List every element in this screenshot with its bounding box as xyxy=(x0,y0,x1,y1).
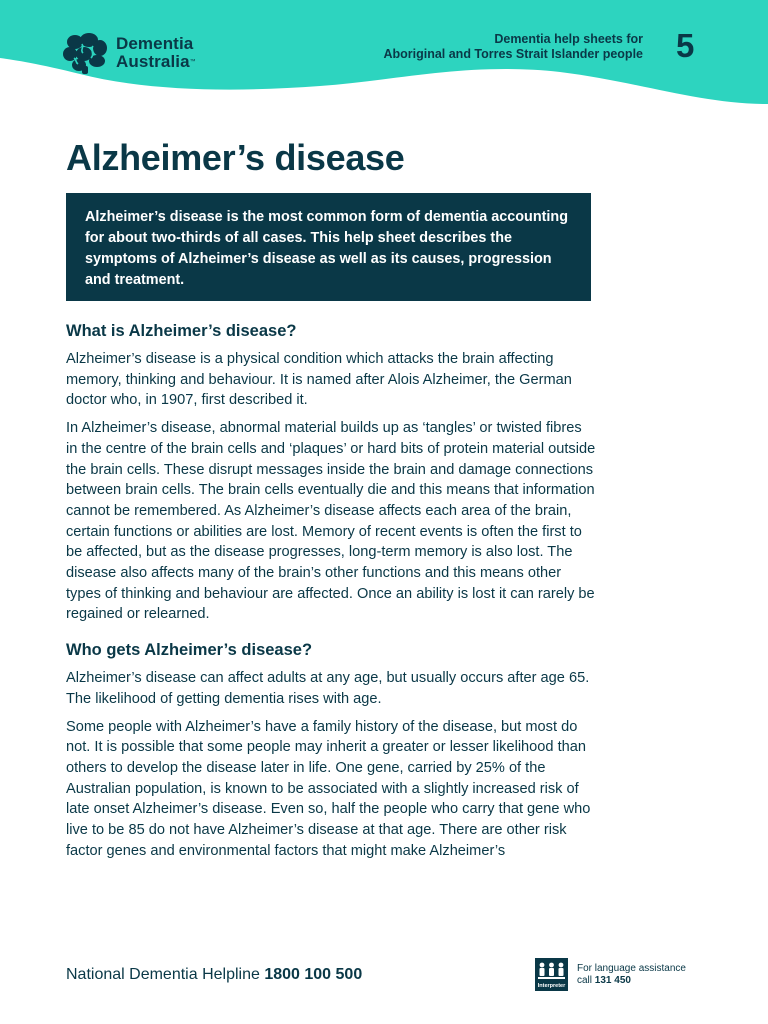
paragraph: In Alzheimer’s disease, abnormal material builds up as ‘tangles’ or twisted fibres in the centre of the brain cells and ‘plaques’ or hard bits of protein material outside the brain cells. These disrupt messages inside the brain and damage connections between brain cells. The brain cells eventually die and this means that information cannot be remembered. As Alzheimer’s disease affects each area of the brain, certain functions or abilities are lost. Memory of recent events is often the first to be affected, but as the disease progresses, long-term memory is also lost. The disease also affects many of the brain’s other functions and this means other types of thinking and behaviour are affected. Once an ability is lost it can rarely be regained or relearned. xyxy=(66,420,596,623)
interpreter-icon xyxy=(535,958,568,991)
language-assistance-line-2 xyxy=(577,975,686,987)
main-content xyxy=(66,319,596,868)
trademark-symbol: ™ xyxy=(189,59,196,65)
helpline-number[interactable]: 1800 100 500 xyxy=(264,966,363,983)
language-assistance-line-1: For language assistance xyxy=(577,963,686,974)
logo-line-2-text: Australia xyxy=(116,52,190,71)
sheet-number: 5 xyxy=(676,27,695,64)
logo-line-1: Dementia xyxy=(116,34,194,53)
paragraph: Alzheimer’s disease can affect adults at any age, but usually occurs after age 65. The likelihood of getting dementia rises with age. xyxy=(66,670,590,707)
section-heading-what-is: What is Alzheimer’s disease? xyxy=(66,322,297,340)
series-title-line-1: Dementia help sheets for xyxy=(494,32,643,46)
paragraph: Alzheimer’s disease is a physical condition which attacks the brain affecting memory, thinking and behaviour. It is named after Alois Alzheimer, the German doctor who, in 1907, first described it. xyxy=(66,351,572,409)
logo-line-2 xyxy=(116,53,196,71)
call-label: call xyxy=(577,975,593,986)
interpreter-icon-label: Interpreter xyxy=(537,983,566,989)
language-assistance-number[interactable]: 131 450 xyxy=(594,975,631,986)
helpline xyxy=(66,965,362,985)
page-title: Alzheimer’s disease xyxy=(66,137,405,178)
language-assistance xyxy=(577,963,686,987)
series-title-line-2: Aboriginal and Torres Strait Islander people xyxy=(383,47,643,61)
brain-logo-icon xyxy=(62,32,108,74)
section-heading-who-gets: Who gets Alzheimer’s disease? xyxy=(66,641,313,660)
intro-summary-box: Alzheimer’s disease is the most common form of dementia accounting for about two-thirds of all cases. This help sheet describes the symptoms of Alzheimer’s disease as well as its causes, progression and treatment. xyxy=(66,193,591,301)
helpline-label: National Dementia Helpline xyxy=(66,966,260,983)
dementia-australia-logo xyxy=(62,32,196,74)
paragraph: Some people with Alzheimer’s have a family history of the disease, but most do not. It is possible that some people may inherit a greater or lesser likelihood than others to develop the disease later in life. One gene, carried by 25% of the Australian population, is known to be associated with a slightly increased risk of late onset Alzheimer’s disease. Even so, half the people who carry that gene who live to be 85 do not have Alzheimer’s disease at that age. There are other risk factor genes and environmental factors that might make Alzheimer’s xyxy=(66,718,591,859)
logo-wordmark xyxy=(116,35,196,71)
series-title xyxy=(383,32,643,62)
